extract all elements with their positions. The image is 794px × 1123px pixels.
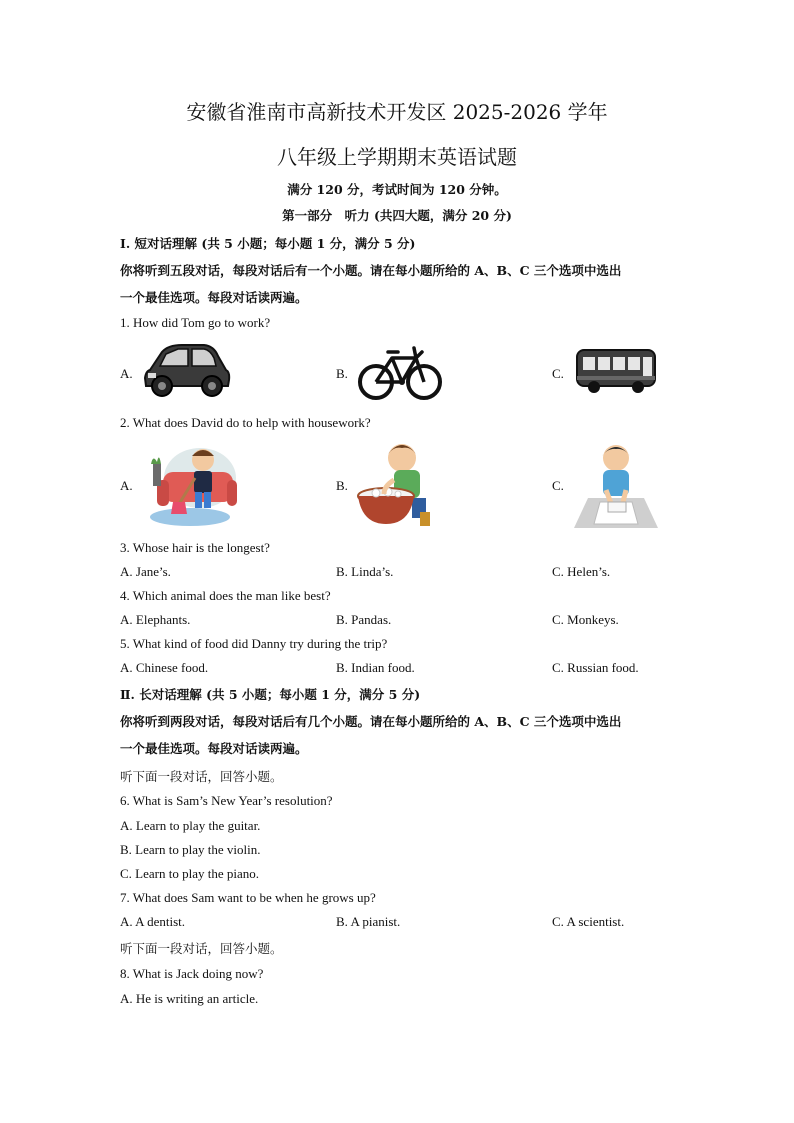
q1-option-c-label: C. — [552, 366, 564, 381]
question-1: 1. How did Tom go to work? — [120, 315, 271, 330]
washing-clothes-icon — [354, 438, 436, 530]
question-4: 4. Which animal does the man like best? — [120, 588, 331, 603]
q1-option-b-label: B. — [336, 366, 348, 381]
q8-option-a: A. He is writing an article. — [120, 991, 259, 1006]
score-time-note: 满分 120 分，考试时间为 120 分钟。 — [287, 182, 507, 197]
q1-option-a-label: A. — [120, 366, 133, 381]
q4-option-b: B. Pandas. — [336, 612, 392, 627]
car-icon — [142, 340, 232, 398]
q4-option-a: A. Elephants. — [120, 612, 191, 627]
q7-option-c: C. A scientist. — [552, 914, 625, 929]
q5-option-a: A. Chinese food. — [120, 660, 209, 675]
section1-heading: Ⅰ. 短对话理解 (共 5 小题；每小题 1 分，满分 5 分) — [120, 236, 416, 251]
q7-option-a: A. A dentist. — [120, 914, 186, 929]
q5-option-c: C. Russian food. — [552, 660, 639, 675]
bicycle-icon — [358, 342, 442, 402]
question-7: 7. What does Sam want to be when he grows up? — [120, 890, 376, 905]
exam-title-line1: 安徽省淮南市高新技术开发区 2025-2026 学年 — [186, 100, 608, 124]
dialogue2-intro: 听下面一段对话，回答小题。 — [120, 941, 283, 956]
folding-clothes-icon — [572, 440, 660, 530]
part1-title: 第一部分 听力 (共四大题，满分 20 分) — [282, 208, 512, 223]
q2-option-c-label: C. — [552, 478, 564, 493]
q2-option-b-label: B. — [336, 478, 348, 493]
section2-heading: Ⅱ. 长对话理解 (共 5 小题；每小题 1 分，满分 5 分) — [120, 687, 421, 702]
q2-option-a-label: A. — [120, 478, 133, 493]
q5-option-b: B. Indian food. — [336, 660, 415, 675]
bus-icon — [574, 346, 658, 396]
exam-title-line2: 八年级上学期期末英语试题 — [277, 145, 517, 169]
section1-instruction-2: 一个最佳选项。每段对话读两遍。 — [120, 290, 308, 305]
dialogue1-intro: 听下面一段对话，回答小题。 — [120, 769, 283, 784]
q3-option-b: B. Linda’s. — [336, 564, 394, 579]
question-2: 2. What does David do to help with housework? — [120, 415, 371, 430]
q6-option-b: B. Learn to play the violin. — [120, 842, 261, 857]
q6-option-a: A. Learn to play the guitar. — [120, 818, 261, 833]
q3-option-a: A. Jane’s. — [120, 564, 171, 579]
section1-instruction-1: 你将听到五段对话，每段对话后有一个小题。请在每小题所给的 A、B、C 三个选项中选出 — [120, 263, 622, 278]
q4-option-c: C. Monkeys. — [552, 612, 619, 627]
sweeping-floor-icon — [145, 442, 240, 530]
question-5: 5. What kind of food did Danny try during the trip? — [120, 636, 388, 651]
question-6: 6. What is Sam’s New Year’s resolution? — [120, 793, 333, 808]
q3-option-c: C. Helen’s. — [552, 564, 611, 579]
q6-option-c: C. Learn to play the piano. — [120, 866, 259, 881]
section2-instruction-2: 一个最佳选项。每段对话读两遍。 — [120, 741, 308, 756]
question-3: 3. Whose hair is the longest? — [120, 540, 270, 555]
section2-instruction-1: 你将听到两段对话，每段对话后有几个小题。请在每小题所给的 A、B、C 三个选项中选出 — [120, 714, 622, 729]
question-8: 8. What is Jack doing now? — [120, 966, 264, 981]
q7-option-b: B. A pianist. — [336, 914, 401, 929]
